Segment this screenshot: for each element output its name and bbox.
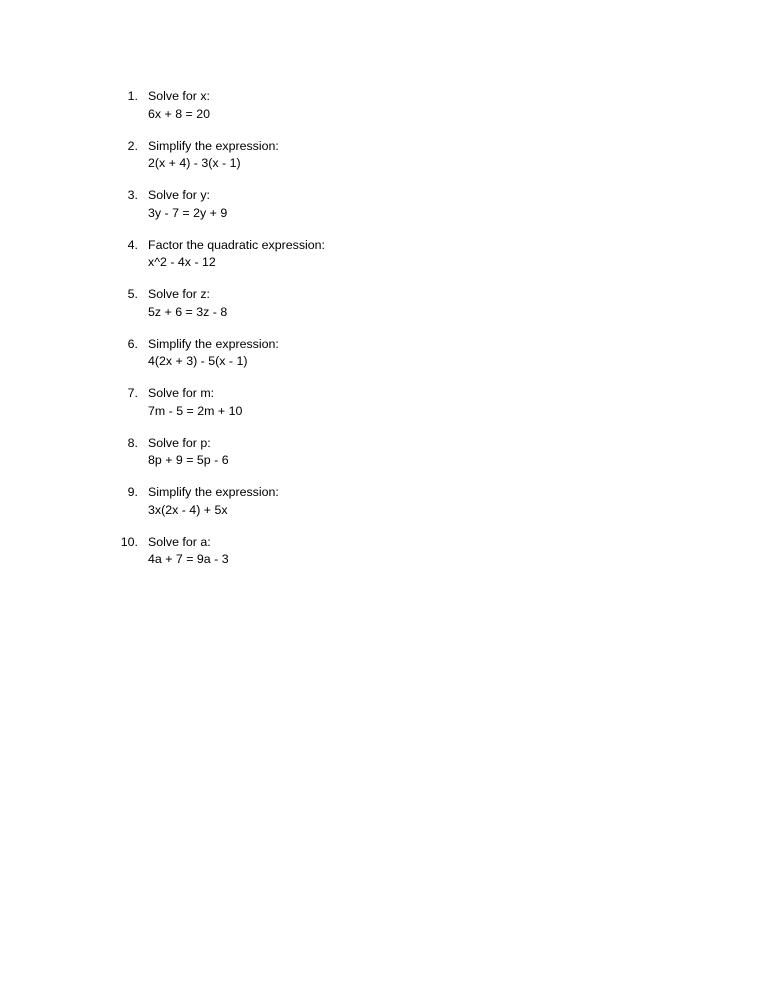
list-item-number: 4.: [127, 237, 138, 252]
problem-prompt: Solve for y:: [148, 188, 210, 202]
list-item: [108, 286, 668, 321]
list-item-body: [138, 336, 668, 371]
list-item: [108, 237, 668, 272]
problem-prompt: Solve for x:: [148, 89, 210, 103]
list-item-number: 5.: [127, 287, 138, 301]
list-item: [108, 534, 668, 569]
list-item-number: 9.: [127, 485, 138, 499]
problem-list: [108, 88, 668, 569]
list-item-body: [138, 385, 668, 420]
list-item-body: [138, 187, 668, 222]
list-item: [108, 187, 668, 222]
problem-expression: 4(2x + 3) - 5(x - 1): [148, 354, 248, 368]
list-item: [108, 336, 668, 371]
problem-prompt: Solve for p:: [148, 435, 211, 450]
list-item-body: [138, 138, 668, 173]
list-item-body: [138, 286, 668, 321]
list-item-number: 6.: [127, 336, 138, 351]
list-item-number: 8.: [127, 435, 138, 450]
problem-expression: 8p + 9 = 5p - 6: [148, 453, 229, 467]
list-item-body: [138, 88, 668, 123]
problem-prompt: Simplify the expression:: [148, 485, 279, 499]
problem-prompt: Factor the quadratic expression:: [148, 237, 326, 252]
problem-prompt: Solve for z:: [148, 287, 210, 301]
problem-prompt: Simplify the expression:: [148, 138, 279, 153]
list-item-body: [138, 237, 668, 272]
problem-expression: 2(x + 4) - 3(x - 1): [148, 156, 241, 170]
problem-expression: 5z + 6 = 3z - 8: [148, 304, 228, 319]
list-item: [108, 385, 668, 420]
problem-expression: x^2 - 4x - 12: [148, 255, 216, 269]
problem-expression: 3y - 7 = 2y + 9: [148, 205, 228, 220]
list-item-number: 7.: [127, 386, 138, 400]
problem-prompt: Simplify the expression:: [148, 336, 279, 351]
problem-list-container: [108, 88, 668, 569]
problem-prompt: Solve for m:: [148, 386, 215, 400]
problem-expression: 3x(2x - 4) + 5x: [148, 502, 228, 517]
list-item-body: [138, 484, 668, 519]
list-item-body: [138, 534, 668, 569]
list-item: [108, 88, 668, 123]
list-item-number: 2.: [127, 138, 138, 153]
list-item-number: 3.: [127, 188, 138, 202]
list-item: [108, 435, 668, 470]
problem-prompt: Solve for a:: [148, 534, 211, 549]
list-item-number: 10.: [120, 534, 138, 549]
list-item: [108, 484, 668, 519]
list-item: [108, 138, 668, 173]
problem-expression: 7m - 5 = 2m + 10: [148, 403, 243, 418]
list-item-body: [138, 435, 668, 470]
problem-expression: 4a + 7 = 9a - 3: [148, 552, 229, 566]
list-item-number: 1.: [127, 89, 138, 103]
problem-expression: 6x + 8 = 20: [148, 106, 211, 121]
